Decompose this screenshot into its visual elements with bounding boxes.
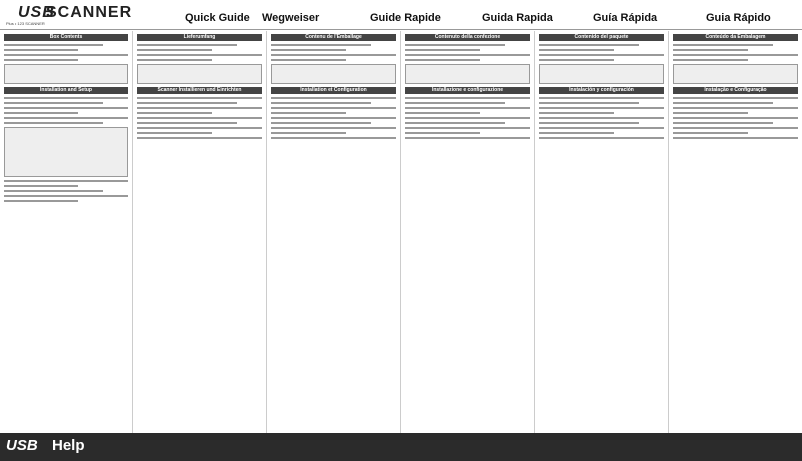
scanner-diagram: [4, 127, 128, 177]
page-header: [0, 0, 802, 30]
logo-subtitle: Plus • 123 SCANNER: [6, 21, 45, 26]
column-de: [133, 31, 267, 433]
columns: [0, 31, 802, 433]
footer-logo-help: Help: [52, 437, 85, 454]
column-fr: [267, 31, 401, 433]
box-contents-heading: Contenuto della confezione: [405, 34, 530, 41]
box-image: [137, 64, 262, 84]
box-image: [539, 64, 664, 84]
footer-note-en: [136, 439, 260, 455]
title-de: Wegweiser: [262, 12, 320, 24]
installation-heading: Instalación y configuración: [539, 87, 664, 94]
footer-logo-usb: USB: [6, 437, 38, 454]
column-it: [401, 31, 535, 433]
title-pt: Guia Rápido: [706, 12, 771, 24]
footer-note-fr: [404, 439, 528, 455]
title-en: Quick Guide: [185, 12, 250, 24]
logo: [6, 4, 133, 26]
box-contents-heading: Conteúdo da Embalagem: [673, 34, 798, 41]
installation-heading: Instalação e Configuração: [673, 87, 798, 94]
title-it: Guida Rapida: [482, 12, 553, 24]
footer-logo: [6, 437, 126, 457]
column-en: [0, 31, 133, 433]
box-image: [4, 64, 128, 84]
installation-heading: Installazione e configurazione: [405, 87, 530, 94]
column-es: [535, 31, 669, 433]
footer-note-de: [270, 439, 394, 455]
installation-heading: Installation et Configuration: [271, 87, 396, 94]
installation-heading: Installation and Setup: [4, 87, 128, 94]
box-image: [673, 64, 798, 84]
box-image: [271, 64, 396, 84]
box-image: [405, 64, 530, 84]
box-contents-heading: Contenido del paquete: [539, 34, 664, 41]
footer-note-es: [672, 439, 796, 455]
box-contents-heading: Box Contents: [4, 34, 128, 41]
title-fr: Guide Rapide: [370, 12, 441, 24]
column-pt: [669, 31, 802, 433]
title-es: Guía Rápida: [593, 12, 658, 24]
logo-usb-text: USB: [18, 4, 55, 21]
page-footer: [0, 433, 802, 461]
logo-scanner-text: SCANNER: [46, 4, 133, 21]
box-contents-heading: Contenu de l'Emballage: [271, 34, 396, 41]
footer-note-it: [538, 439, 662, 455]
box-contents-heading: Lieferumfang: [137, 34, 262, 41]
installation-heading: Scanner Installieren und Einrichten: [137, 87, 262, 94]
